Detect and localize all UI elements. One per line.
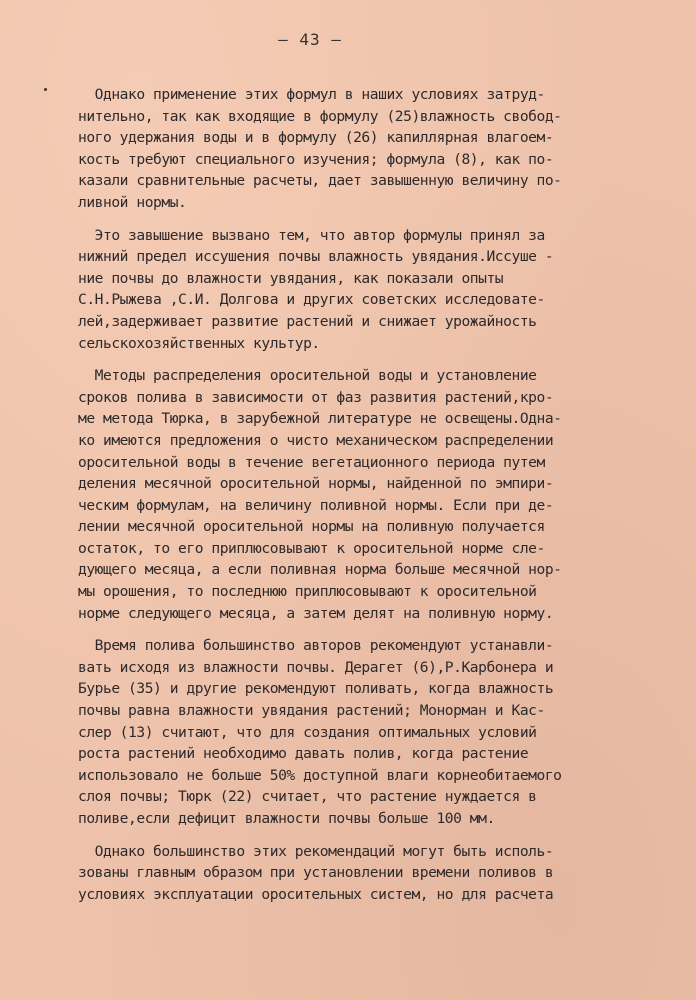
text-line: деления месячной оросительной нормы, найденной по эмпири- [78, 475, 554, 493]
paragraph [78, 635, 618, 829]
text-line: Однако применение этих формул в наших условиях затруд- [78, 86, 545, 103]
text-line: поливе,если дефицит влажности почвы больше 100 мм. [78, 810, 495, 827]
text-line: норме следующего месяца, а затем делят на поливную норму. [78, 604, 554, 622]
page-number: — 43 — [278, 30, 342, 49]
paragraph [78, 841, 618, 906]
text-line: роста растений необходимо давать полив, когда растение [78, 745, 529, 763]
paragraph [78, 225, 618, 355]
text-line: лей,задерживает развитие растений и снижает урожайность [78, 312, 537, 330]
text-line: лении месячной оросительной нормы на поливную получается [78, 518, 545, 536]
text-line: нительно, так как входящие в формулу (25)влажность свобод- [78, 107, 562, 125]
text-line: Бурье (35) и другие рекомендуют поливать, когда влажность [78, 680, 554, 698]
text-line: вать исходя из влажности почвы. Дерагет (6),Р.Карбонера и [78, 658, 554, 676]
text-line: ние почвы до влажности увядания, как показали опыты [78, 269, 504, 287]
text-line: дующего месяца, а если поливная норма больше месячной нор- [78, 561, 562, 579]
text-line: остаток, то его приплюсовывают к оросительной норме сле- [78, 539, 545, 557]
text-line: кость требуют специального изучения; формула (8), как по- [78, 150, 554, 168]
text-line: ме метода Тюрка, в зарубежной литературе не освещены.Одна- [78, 410, 562, 428]
text-line: ческим формулам, на величину поливной нормы. Если при де- [78, 496, 554, 514]
text-line: почвы равна влажности увядания растений; Монорман и Кас- [78, 702, 545, 720]
text-line: ного удержания воды и в формулу (26) капиллярная влагоем- [78, 129, 554, 147]
text-line: ко имеются предложения о чисто механическом распределении [78, 431, 554, 449]
text-line: нижний предел иссушения почвы влажность увядания.Иссуше - [78, 248, 554, 266]
paragraph [78, 84, 618, 214]
text-line: слер (13) считают, что для создания оптимальных условий [78, 723, 537, 741]
text-line: мы орошения, то последнюю приплюсовывают к оросительной [78, 583, 537, 601]
text-line: ливной нормы. [78, 193, 187, 211]
ink-speck [44, 88, 47, 91]
text-line: зованы главным образом при установлении времени поливов в [78, 864, 554, 882]
text-line: условиях эксплуатации оросительных систем, но для расчета [78, 885, 554, 903]
text-line: казали сравнительные расчеты, дает завышенную величину по- [78, 172, 562, 190]
text-line: оросительной воды в течение вегетационного периода путем [78, 453, 545, 471]
text-line: Однако большинство этих рекомендаций могут быть исполь- [78, 842, 554, 860]
text-line: Время полива большинство авторов рекомендуют устанавли- [78, 637, 554, 655]
text-line: С.Н.Рыжева ,С.И. Долгова и других советских исследовате- [78, 291, 545, 309]
text-line: Методы распределения оросительной воды и установление [78, 367, 537, 385]
text-line: использовало не больше 50% доступной влаги корнеобитаемого [78, 766, 562, 784]
body-text [78, 84, 618, 916]
paragraph [78, 365, 618, 624]
text-line: слоя почвы; Тюрк (22) считает, что растение нуждается в [78, 788, 537, 806]
text-line: сельскохозяйственных культур. [78, 334, 320, 352]
text-line: сроков полива в зависимости от фаз развития растений,кро- [78, 388, 554, 406]
text-line: Это завышение вызвано тем, что автор формулы принял за [78, 226, 545, 244]
